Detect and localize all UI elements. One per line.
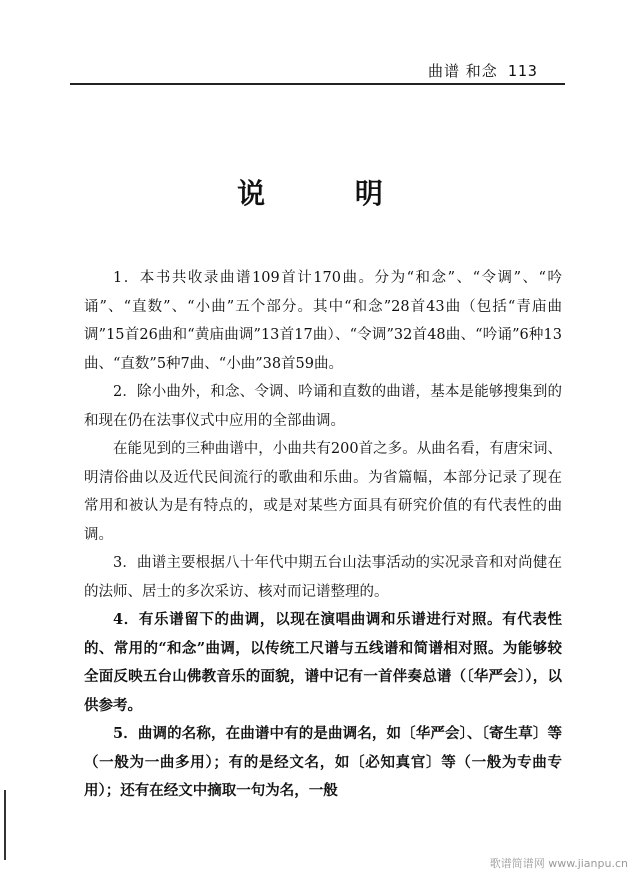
paragraph-2: 2．除小曲外，和念、令调、吟诵和直数的曲谱，基本是能够搜集到的和现在仍在法事仪式中应用的全部曲调。 (84, 384, 562, 429)
paragraph-6: 5．曲调的名称，在曲谱中有的是曲调名，如〔华严会〕、〔寄生草〕等（一般为一曲多用）；有的是经文名，如〔必知真官〕等（一般为专曲专用）；还有在经文中摘取一句为名，一般 (84, 725, 562, 799)
header-rule (70, 83, 565, 85)
paragraph-4: 3．曲谱主要根据八十年代中期五台山法事活动的实况录音和对尚健在的法师、居士的多次采访、核对而记谱整理的。 (84, 555, 562, 600)
page-title: 说 明 (237, 177, 423, 210)
running-header (428, 60, 538, 81)
paragraph-5: 4．有乐谱留下的曲调，以现在演唱曲调和乐谱进行对照。有代表性的、常用的“和念”曲调，以传统工尺谱与五线谱和简谱相对照。为能够较全面反映五台山佛教音乐的面貌，谱中记有一首伴奏总谱（〔华严会〕），以供参考。 (84, 611, 562, 714)
header-section: 曲谱 和念 (428, 62, 498, 80)
page-edge-mark (4, 790, 6, 860)
paragraph-3: 在能见到的三种曲谱中，小曲共有200首之多。从曲名看，有唐宋词、明清俗曲以及近代民间流行的歌曲和乐曲。为省篇幅，本部分记录了现在常用和被认为是有特点的，或是对某些方面具有研究价值的有代表性的曲调。 (84, 441, 562, 543)
page-number: 113 (507, 62, 538, 80)
site-watermark: 歌谱简谱网 www.jianpu.cn (489, 857, 628, 870)
body-text (84, 264, 562, 806)
paragraph-1: 1．本书共收录曲谱109首计170曲。分为“和念”、“令调”、“吟诵”、“直数”、“小曲”五个部分。其中“和念”28首43曲（包括“青庙曲调”15首26曲和“黄庙曲调”13首17曲）、“令调”32首48曲、“吟诵”6种13曲、“直数”5种7曲、“小曲”38首59曲。 (84, 270, 562, 372)
